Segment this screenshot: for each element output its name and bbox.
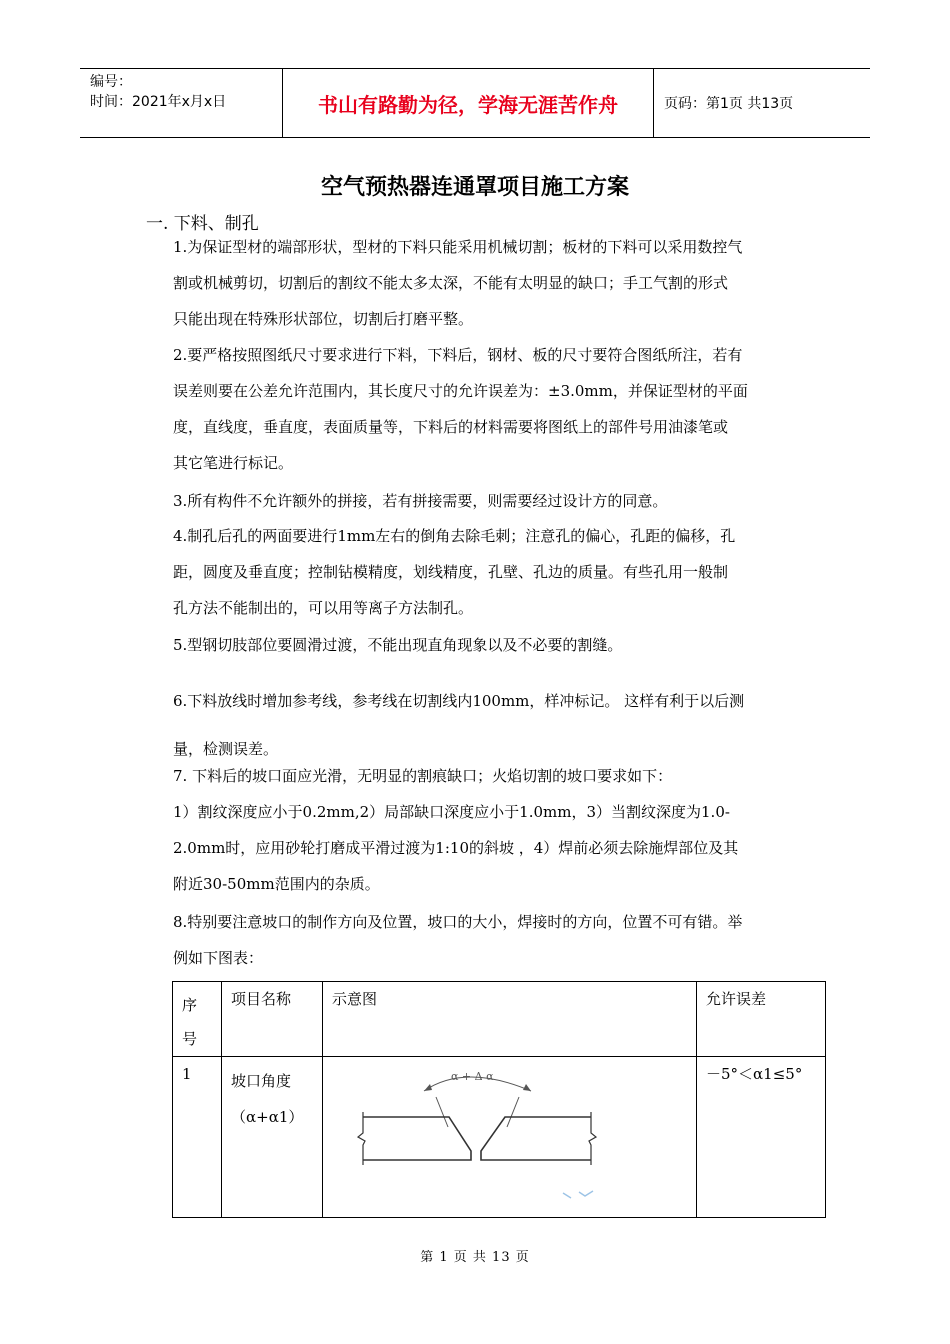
document-time: 时间：2021年x月x日 bbox=[90, 94, 227, 110]
table-row bbox=[173, 1057, 826, 1218]
right-plate bbox=[481, 1117, 591, 1160]
bevel-angle-diagram bbox=[323, 1057, 695, 1216]
right-break-mark bbox=[589, 1112, 596, 1165]
paragraph-line: 只能出现在特殊形状部位，切割后打磨平整。 bbox=[173, 310, 474, 328]
paragraph-line: 6.下料放线时增加参考线，参考线在切割线内100mm，样冲标记。 这样有利于以后测 bbox=[173, 692, 745, 710]
paragraph-line: 5.型钢切肢部位要圆滑过渡，不能出现直角现象以及不必要的割缝。 bbox=[173, 636, 623, 654]
table-header-cell bbox=[173, 982, 222, 1057]
bevel-spec-table bbox=[172, 981, 826, 1218]
header-diagram: 示意图 bbox=[332, 990, 378, 1008]
paragraph-line: 8.特别要注意坡口的制作方向及位置，坡口的大小，焊接时的方向，位置不可有错。举 bbox=[173, 913, 743, 931]
paragraph-line: 7. 下料后的坡口面应光滑，无明显的割痕缺口；火焰切割的坡口要求如下： bbox=[173, 767, 673, 785]
arc-arrow-right bbox=[523, 1084, 531, 1091]
table-header-cell bbox=[697, 982, 826, 1057]
paragraph-1 bbox=[173, 229, 813, 337]
row-name-line2: （α+α1） bbox=[231, 1108, 304, 1126]
header-seq-line: 序 bbox=[182, 996, 198, 1014]
table-header-cell bbox=[323, 982, 697, 1057]
header-motto: 书山有路勤为径，学海无涯苦作舟 bbox=[282, 69, 654, 137]
left-break-mark bbox=[358, 1112, 365, 1165]
paragraph-line: 1）割纹深度应小于0.2mm,2）局部缺口深度应小于1.0mm，3）当割纹深度为1.0- bbox=[173, 803, 730, 821]
paragraph-line: 例如下图表： bbox=[173, 949, 264, 967]
paragraph-5 bbox=[173, 627, 813, 663]
paragraph-line: 其它笔进行标记。 bbox=[173, 454, 294, 472]
row-tolerance: －5°＜α1≤5° bbox=[706, 1065, 803, 1083]
table-cell-diagram bbox=[323, 1057, 697, 1218]
paragraph-line: 2.要严格按照图纸尺寸要求进行下料，下料后，钢材、板的尺寸要符合图纸所注，若有 bbox=[173, 346, 743, 364]
document-number-label: 编号： bbox=[90, 74, 132, 90]
document-title: 空气预热器连通罩项目施工方案 bbox=[320, 175, 629, 200]
table-cell-tolerance bbox=[697, 1057, 826, 1218]
table-header-cell bbox=[222, 982, 323, 1057]
paragraph-line: 3.所有构件不允许额外的拼接，若有拼接需要，则需要经过设计方的同意。 bbox=[173, 492, 668, 510]
paragraph-line: 量，检测误差。 bbox=[173, 740, 279, 758]
paragraph-line: 附近30-50mm范围内的杂质。 bbox=[173, 875, 380, 893]
arc-arrow-left bbox=[424, 1084, 432, 1091]
left-plate bbox=[363, 1117, 471, 1160]
paragraph-line: 孔方法不能制出的，可以用等离子方法制孔。 bbox=[173, 599, 474, 617]
extension-line-right bbox=[507, 1097, 519, 1127]
table-cell-name bbox=[222, 1057, 323, 1218]
table-cell-seq bbox=[173, 1057, 222, 1218]
row-seq: 1 bbox=[182, 1065, 192, 1083]
paragraph-3 bbox=[173, 483, 813, 519]
page-header bbox=[80, 68, 870, 138]
paragraph-line: 2.0mm时，应用砂轮打磨成平滑过渡为1:10的斜坡 ，4）焊前必须去除施焊部位及其 bbox=[173, 839, 739, 857]
angle-label: α + Δ α bbox=[451, 1070, 494, 1083]
header-meta bbox=[80, 69, 282, 137]
paragraph-line: 距，圆度及垂直度；控制钻模精度，划线精度，孔壁、孔边的质量。有些孔用一般制 bbox=[173, 563, 729, 581]
extension-line-left bbox=[436, 1097, 448, 1127]
header-page-info: 页码：第1页 共13页 bbox=[664, 96, 794, 112]
section-heading: 一. 下料、制孔 bbox=[146, 214, 259, 234]
paragraph-line: 4.制孔后孔的两面要进行1mm左右的倒角去除毛刺；注意孔的偏心，孔距的偏移，孔 bbox=[173, 527, 736, 545]
header-tolerance: 允许误差 bbox=[706, 990, 767, 1008]
paragraph-line: 1.为保证型材的端部形状，型材的下料只能采用机械切割；板材的下料可以采用数控气 bbox=[173, 238, 743, 256]
paragraph-8 bbox=[173, 904, 813, 976]
header-name: 项目名称 bbox=[231, 990, 292, 1008]
paragraph-line: 割或机械剪切，切割后的割纹不能太多太深，不能有太明显的缺口；手工气割的形式 bbox=[173, 274, 729, 292]
table-header-row bbox=[173, 982, 826, 1057]
decorative-mark bbox=[563, 1191, 593, 1198]
row-name-line1: 坡口角度 bbox=[231, 1072, 292, 1090]
header-seq-line: 号 bbox=[182, 1030, 198, 1048]
paragraph-line: 误差则要在公差允许范围内，其长度尺寸的允许误差为：±3.0mm，并保证型材的平面 bbox=[173, 382, 748, 400]
paragraph-7 bbox=[173, 758, 813, 902]
paragraph-2 bbox=[173, 337, 813, 481]
page-footer: 第 1 页 共 13 页 bbox=[420, 1250, 530, 1265]
paragraph-4 bbox=[173, 518, 813, 626]
paragraph-line: 度，直线度，垂直度，表面质量等，下料后的材料需要将图纸上的部件号用油漆笔或 bbox=[173, 418, 729, 436]
